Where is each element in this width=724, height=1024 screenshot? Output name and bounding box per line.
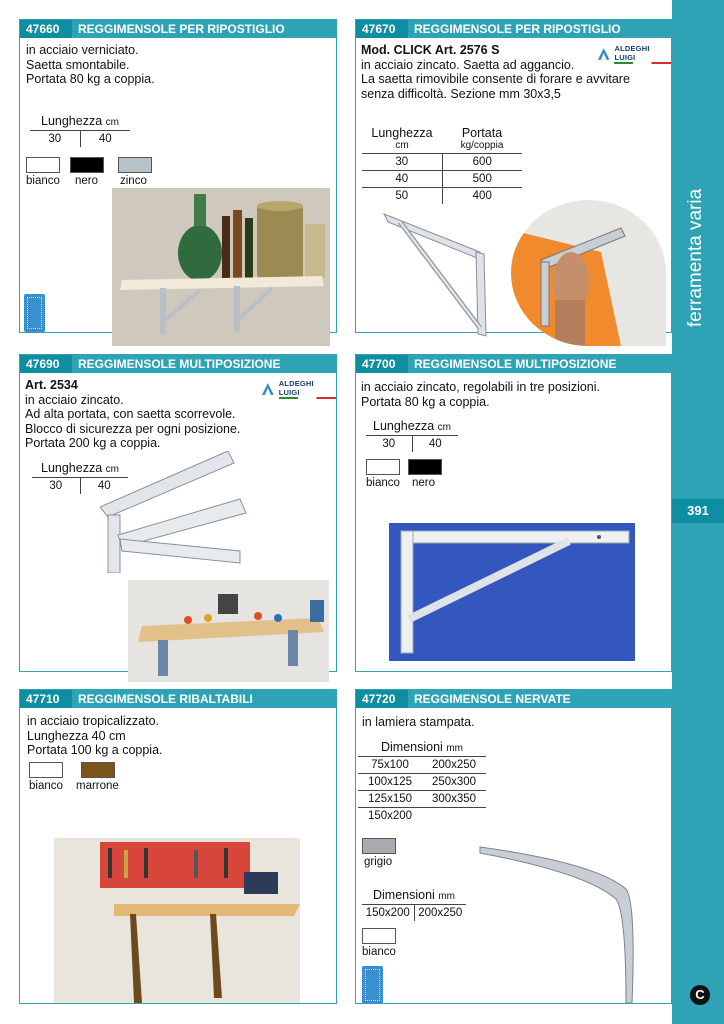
product-title: REGGIMENSOLE MULTIPOSIZIONE bbox=[78, 357, 281, 371]
color-label: nero bbox=[412, 477, 436, 489]
section-47720 bbox=[355, 689, 672, 1004]
section-header bbox=[356, 690, 671, 708]
description-line: Portata 80 kg a coppia. bbox=[26, 72, 155, 86]
description-line: Blocco di sicurezza per ogni posizione. bbox=[25, 421, 241, 436]
size-cell bbox=[422, 808, 486, 825]
color-swatch-nero bbox=[408, 459, 442, 475]
section-header bbox=[20, 20, 336, 38]
product-image-bracket bbox=[376, 208, 506, 343]
category-label: ferramenta varia bbox=[685, 188, 706, 328]
size-cell: 250x300 bbox=[422, 774, 486, 791]
color-swatch-zinco bbox=[118, 157, 152, 173]
product-photo-folding-shelf bbox=[54, 838, 300, 1003]
brand-bar bbox=[614, 62, 671, 64]
size-table bbox=[30, 112, 130, 147]
section-47660 bbox=[19, 19, 337, 333]
size-cell: 30 bbox=[382, 438, 396, 450]
table-cell: 400 bbox=[442, 188, 522, 205]
eco-label-icon bbox=[362, 966, 383, 1004]
section-47710 bbox=[19, 689, 337, 1004]
size-cell: 75x100 bbox=[358, 757, 422, 774]
section-47700 bbox=[355, 354, 672, 672]
description-line: in lamiera stampata. bbox=[362, 715, 475, 729]
product-title: REGGIMENSOLE NERVATE bbox=[414, 692, 571, 706]
description-line: Portata 200 kg a coppia. bbox=[25, 436, 161, 450]
product-code: 47720 bbox=[356, 690, 408, 708]
size-cell: 200x250 bbox=[422, 757, 486, 774]
color-swatch-nero bbox=[70, 157, 104, 173]
size-table-header: Dimensioni mm bbox=[362, 886, 466, 905]
size-table-header: Lunghezza cm bbox=[32, 459, 128, 478]
description-line: Ad alta portata, con saetta scorrevole. bbox=[25, 407, 236, 421]
page-number: 391 bbox=[672, 499, 724, 523]
description bbox=[26, 43, 155, 87]
size-cell: 30 bbox=[49, 480, 63, 492]
color-swatch-bianco bbox=[366, 459, 400, 475]
capacity-table bbox=[362, 126, 522, 204]
color-label: bianco bbox=[362, 946, 396, 958]
brand-name: ALDEGHI LUIGI bbox=[614, 44, 650, 62]
product-title: REGGIMENSOLE RIBALTABILI bbox=[78, 692, 253, 706]
color-label: grigio bbox=[364, 856, 393, 868]
product-image-bracket bbox=[100, 451, 260, 573]
product-code: 47690 bbox=[20, 355, 72, 373]
section-header bbox=[356, 20, 671, 38]
table-cell: 40 bbox=[362, 171, 442, 188]
size-cell: 40 bbox=[80, 478, 128, 495]
brand-name: ALDEGHI LUIGI bbox=[278, 379, 314, 397]
description-line: Portata 100 kg a coppia. bbox=[27, 743, 163, 757]
color-swatch-bianco bbox=[29, 762, 63, 778]
color-label: bianco bbox=[26, 175, 60, 187]
product-photo-workbench bbox=[128, 580, 329, 682]
size-cell: 300x350 bbox=[422, 791, 486, 808]
size-cell: 40 bbox=[80, 131, 130, 148]
description-line: in acciaio tropicalizzato. bbox=[27, 714, 160, 728]
size-cell: 150x200 bbox=[365, 907, 410, 919]
color-label: bianco bbox=[366, 477, 400, 489]
size-table-header: Dimensioni mm bbox=[358, 738, 486, 757]
table-cell: 50 bbox=[395, 190, 409, 202]
color-label: bianco bbox=[29, 780, 63, 792]
brand-logo bbox=[596, 44, 671, 64]
size-table-bianco bbox=[362, 886, 466, 921]
product-image-ribbed-bracket bbox=[476, 843, 646, 1003]
section-header bbox=[20, 690, 336, 708]
description-line: Portata 80 kg a coppia. bbox=[361, 394, 490, 409]
description-line: in acciaio zincato. bbox=[25, 392, 124, 407]
eco-label-icon bbox=[24, 294, 45, 332]
table-cell: 500 bbox=[442, 171, 522, 188]
col-header-length: Lunghezza cm bbox=[362, 126, 442, 154]
size-cell: 200x250 bbox=[414, 905, 466, 922]
size-cell: 30 bbox=[48, 133, 62, 145]
description-line: in acciaio zincato. Saetta ad aggancio. bbox=[361, 57, 575, 72]
section-header bbox=[20, 355, 336, 373]
size-table-header: Lunghezza cm bbox=[30, 112, 130, 131]
size-table bbox=[366, 417, 458, 452]
product-code: 47710 bbox=[20, 690, 72, 708]
color-swatch-bianco bbox=[26, 157, 60, 173]
product-photo-mounting bbox=[511, 200, 666, 346]
size-cell: 125x150 bbox=[358, 791, 422, 808]
description-line: senza difficoltà. Sezione mm 30x3,5 bbox=[361, 86, 561, 101]
product-title: REGGIMENSOLE PER RIPOSTIGLIO bbox=[414, 22, 621, 36]
col-header-capacity: Portata kg/coppia bbox=[442, 126, 522, 154]
model-name: Mod. CLICK Art. 2576 S bbox=[361, 43, 500, 57]
description-line: in acciaio verniciato. bbox=[26, 43, 139, 57]
description-line: La saetta rimovibile consente di forare e avvitare bbox=[361, 72, 630, 86]
product-code: 47670 bbox=[356, 20, 408, 38]
section-header bbox=[356, 355, 671, 373]
brand-mark-icon bbox=[260, 381, 276, 397]
section-47670 bbox=[355, 19, 672, 333]
product-title: REGGIMENSOLE PER RIPOSTIGLIO bbox=[78, 22, 285, 36]
article-number: Art. 2534 bbox=[25, 378, 78, 392]
brand-mark-icon bbox=[596, 46, 611, 62]
description bbox=[25, 378, 240, 451]
description-line: Lunghezza 40 cm bbox=[27, 728, 126, 743]
color-label: nero bbox=[75, 175, 99, 187]
description-line: in acciaio zincato, regolabili in tre posizioni. bbox=[361, 380, 601, 394]
description-line: Saetta smontabile. bbox=[26, 57, 130, 72]
product-title: REGGIMENSOLE MULTIPOSIZIONE bbox=[414, 357, 617, 371]
description bbox=[27, 714, 163, 758]
color-swatch-marrone bbox=[81, 762, 115, 778]
description bbox=[361, 380, 600, 409]
product-photo-bracket-blue bbox=[389, 523, 635, 661]
color-swatch-grigio bbox=[362, 838, 396, 854]
size-table-header: Lunghezza cm bbox=[366, 417, 458, 436]
size-cell: 150x200 bbox=[367, 810, 413, 822]
product-code: 47700 bbox=[356, 355, 408, 373]
color-label: zinco bbox=[120, 175, 147, 187]
color-label: marrone bbox=[76, 780, 119, 792]
size-cell: 40 bbox=[412, 436, 458, 453]
c-logo-icon: C bbox=[690, 985, 710, 1005]
brand-bar bbox=[279, 397, 336, 399]
product-photo-shelf bbox=[112, 188, 330, 346]
size-table-grigio bbox=[358, 738, 486, 824]
description bbox=[362, 715, 475, 730]
product-code: 47660 bbox=[20, 20, 72, 38]
size-cell: 100x125 bbox=[358, 774, 422, 791]
section-47690 bbox=[19, 354, 337, 672]
table-cell: 600 bbox=[442, 154, 522, 171]
table-cell: 30 bbox=[362, 154, 442, 171]
color-swatch-bianco bbox=[362, 928, 396, 944]
brand-logo bbox=[260, 379, 336, 399]
description bbox=[361, 43, 630, 101]
